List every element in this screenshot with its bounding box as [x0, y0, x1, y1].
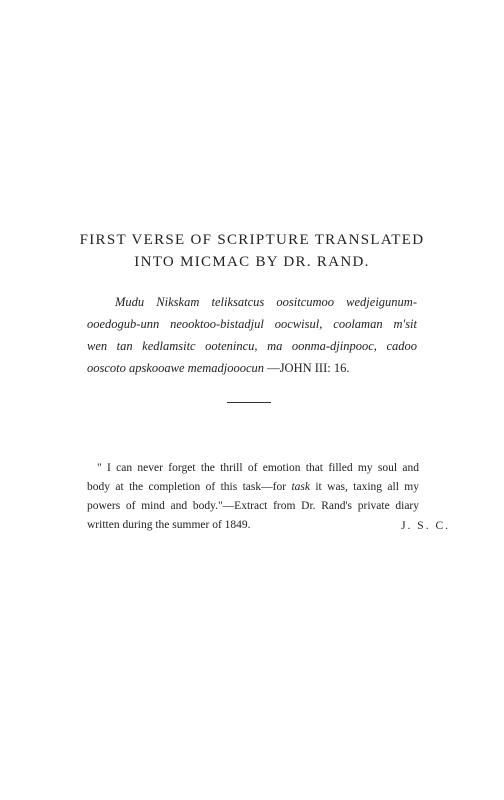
divider-rule: [227, 402, 271, 403]
verse-line-2: ooedogub-unn neooktoo-bistadjul oocwisul, coolaman m'sit: [87, 317, 417, 331]
heading-line-2: INTO MICMAC BY DR. RAND.: [134, 254, 370, 270]
quote-line-3: powers of mind and body."—Extract from Dr. Rand's private diary: [87, 500, 419, 512]
verse-line-1: Mudu Nikskam teliksatcus oositcumoo wedjeigunum-: [115, 295, 417, 309]
verse-line-4: [87, 357, 417, 379]
verse-line-3: wen tan kedlamsitc ootenincu, ma oonma-djinpooc, cadoo: [87, 339, 417, 353]
quote-line-1: " I can never forget the thrill of emotion that filled my soul and: [97, 462, 419, 474]
quote-line-2-after: it was, taxing all my: [309, 481, 419, 493]
quote-line-2-emphasis: task: [291, 481, 310, 493]
micmac-verse: [87, 291, 417, 379]
heading-line-1: FIRST VERSE OF SCRIPTURE TRANSLATED: [79, 232, 425, 248]
quote-line-2: [87, 478, 419, 497]
verse-line-4-text: ooscoto apskooawe memadjooocun: [87, 361, 265, 375]
verse-reference: —JOHN III: 16.: [264, 361, 350, 375]
signature-initials: J. S. C.: [401, 520, 450, 532]
quote-line-2-before: body at the completion of this task—for: [87, 481, 292, 493]
quote-line-4: written during the summer of 1849.: [87, 519, 251, 531]
